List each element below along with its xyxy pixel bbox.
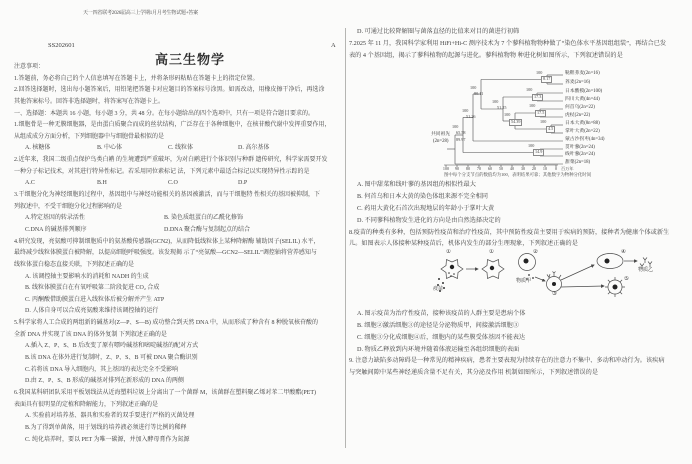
figure-label: 鞑靼荞麦(2n=16) [565,71,600,77]
text-line: 9. 注意力缺陷多动障碍是一种常见的精神疾病，患者主要表现为持续存在的注意力不集中、多动和冲动行为。该疾病 [349,357,665,365]
right-column-part2 [349,179,691,250]
doc-title: 高三生物学 [154,52,225,67]
figure-label: 54.39 [511,119,521,125]
text-line: A. 该调控轴主要影响水的消耗和 NADH 的生成 [25,273,149,280]
text-line: 一、选择题：本题共 16 小题，每小题 3 分，共 48 分。在每小题给出的四个选项中，只有一项是符合题目要求的。 [14,110,315,117]
text-line: C. 药用大黄化石首次出现地层的年龄小于掌叶大黄 [357,204,495,212]
text-line [14,143,336,155]
figure-label: ③ [552,291,557,298]
text-line: 儿。如图表示人体接种某种疫苗后，机体内发生的部分生理现象，下列叙述正确的是 [349,240,578,248]
option-text: C.DNA 的碱基排列顺序 [25,226,87,233]
text-line: A. 实验前对培养基、器具和实验者的双手要进行严格的灭菌处理 [25,413,195,420]
figure-label: 60 [487,166,493,172]
figure-label: 51.25 [497,105,507,111]
text-line: B. 细胞②激活细胞③的途径是分泌物质甲，间接激活细胞③ [357,321,519,329]
figure-label: 4.5 [548,126,554,132]
option-text: D.P [238,180,248,187]
figure-label: 100 [528,143,535,149]
text-line: 一种分子标记技术，对其进行特异性标记。若采用同位素标记 法，下列元素中最适合标记以实现特异性示踪的是 [14,168,310,175]
option-text: D.DNA 聚合酶与复制起点的结合 [164,226,251,233]
text-line: 8.疫苗的种类有多种，包括预防性疫苗和治疗性疫苗，其中预防性疫苗主要用于疾病的预防，接种者为健康个体或新生 [349,228,670,236]
figure-label: 图中每个分支节点的数值均为100，表明结果可靠；其他数字为物种分化时间 [444,172,592,178]
option-text: C. 线粒体 [168,145,194,152]
figure-label: 四川大黄(4n=44) [565,97,600,103]
text-line: 线粒体蛋白稳态直接关联，下列叙述正确的是 [14,261,135,268]
option-text: D. 高尔基体 [238,145,270,152]
text-line [14,213,336,225]
column-divider [345,28,346,448]
text-line: 表的 4 个基因组，揭示了蓼科植物的起源与进化。蓼科植物物 种进化树如图所示，下列叙述错误的是 [349,51,623,59]
text-line: 注意事项： [14,64,45,70]
figure-label: 30 [520,166,526,172]
figure-label: 100 [442,166,450,172]
text-line: 1.答题前，务必将自己的个人信息填写在答题卡上，并将条形码粘贴在答题卡上的指定位置。 [14,75,259,82]
figure-label: 100 [529,103,536,109]
text-line: 列叙述中，不受干细胞分化过程影响的是 [14,203,123,210]
text-line: D. 人体自身可以合成亮氨酸来维持该调控轴的运行 [25,308,159,315]
figure-label: 日本酸模(2n=100) [565,89,603,95]
text-line: C.若将该 DNA 导入细胞内，其上基因的表达完全不受影响 [25,366,179,373]
figure-label: 100 [470,85,477,91]
text-line: D.由 Z、P、S、B 形成的碱基对排列在新形成的 DNA 的两侧 [25,378,184,385]
right-column-part3 [349,308,691,379]
figure-label: 荞麦(2n=16) [565,80,591,86]
figure-label: 100 [462,108,469,114]
text-line: 从组成成分方面分析，下列细胞器中与细胞骨最相似的是 [14,133,165,140]
text-line: D. 可通过比较降解圈与菌落直径的比值来对目的菌进行初筛 [357,28,520,35]
figure-label: 10 [542,166,548,172]
text-line: 1.细胞骨是一种无膜细胞器，是由蛋白质聚合而成的丝状结构，广泛存在于各种细胞中，在核苷酸代谢中发挥重要作用， [14,122,331,129]
text-line: D. 物质乙释放到内环境并随着体液运输至各组织细胞的表面 [357,345,520,353]
text-line: 表面具有很明显的定植和降解能力，下列叙述正确的是 [14,401,159,408]
text-line [14,178,336,190]
text-line [14,225,336,237]
figure-label: 物质甲 [516,279,532,285]
left-column [14,62,336,446]
text-line: 2.近年来，我国二级重点保护鸟类白鹇 的生境遭到严重破坏，为对白鹇进行个体识别与种群 遗传研究，科学家需要开发 [14,157,328,164]
text-line: A. 图示疫苗为治疗性疫苗，接种该疫苗的人群主要是患病个体 [357,310,526,318]
figure-label: 100 [536,70,543,76]
figure-label: 日本大黄(8n=88) [565,121,600,127]
figure-label: 14.9 [535,149,543,155]
figure-label: 100 [504,112,511,118]
figure-label: 17.3 [534,94,542,100]
option-text: A.C [25,180,35,187]
figure-label: 100 [526,87,533,93]
text-line: B.该 DNA 在体外进行复制时，Z、P、S、B 可被 DNA 聚合酶识别 [25,355,198,362]
figure-label: 物质乙 [638,268,654,274]
text-line: D. 不同蓼科植物发生进化的方向是由自然选择决定的 [357,216,501,224]
right-column-part1 [349,26,691,61]
figure-label: ④ [621,249,626,256]
figure-label: 100 [540,119,547,125]
figure-label: 0 [554,166,558,172]
figure-label: ① [489,249,494,256]
figure-label: 甜菜(2n=18) [565,160,591,166]
immune-response-figure [349,250,691,308]
doc-code: SS202601 [48,42,75,49]
text-line: B. 何首乌和日本大黄的染色体组来源不完全相同 [357,193,488,201]
page-header-title: 天一四省联考2026届高三上学期1月月考生物试题+答案 [83,11,198,16]
text-line: A.插入 Z、P、S、B 后改变了原有嘌呤碱基和嘧啶碱基的配对方式 [25,343,199,350]
option-text: B.H [97,180,107,187]
text-line: C. 丙酮酸借助膜蛋白进入线粒体后被分解并产生 ATP [25,296,165,303]
text-line: B. 线粒体膜蛋白在有氧呼吸第二阶段促进 CO₂ 合成 [25,285,160,292]
figure-label: 何首乌(2n=22) [565,105,595,111]
text-line: C. 细胞③分化成细胞④后，细胞内的某些膜受体基因不能表达 [357,333,526,341]
figure-label: (2n=28) [433,139,449,145]
text-line: 2.回答选择题时，选出每小题答案后，用铅笔把答题卡对应题目的答案标号涂黑。如需改动，用橡皮擦干净后，再选涂 [14,87,325,94]
text-line: 与突触间隙中某些神经递质含量不足有关，其分泌及作用 机制如图所示，下列叙述错误的是 [349,369,599,377]
page-corner-letter: A [331,42,336,49]
option-text: A. 核糖体 [25,145,51,152]
text-line: 7.2025 年 11 月，我国科学家利用 HiFi+Hi-C 测序技术为 7 个蓼科植物物种做了“染色体水平基因组组装”，再结合已发 [349,39,667,47]
figure-label: 疫苗 [433,287,444,293]
figure-label: 50 [498,166,504,172]
figure-label: 20 [531,166,537,172]
right-column [349,26,691,379]
figure-label: 80.11 [474,91,484,97]
figure-label: 80 [465,166,471,172]
option-text: C.O [168,180,178,187]
figure-label: ⑤ [624,276,629,283]
option-text: A.特定基因的转录活性 [25,215,85,222]
figure-label: 70 [476,166,482,172]
text-line: 3.干细胞分化为神经细胞的过程中，基因组中与神经功能相关的基因被激活，而与干细胞特 性相关的基因被抑制，下 [14,192,321,199]
option-text: B. 染色质组蛋白的乙酰化修饰 [164,215,244,222]
figure-label: 共同祖先 [431,132,451,138]
figure-label: ② [533,249,538,256]
figure-label: 40 [509,166,515,172]
plasma-cell-icon [597,254,623,269]
text-line: 6.我国某科研团队采用平板划线法从近海塑料垃圾上分离出了一个菌群 M，该菌群在塑料聚乙烯对苯二甲酸酯(PET) [14,389,317,396]
figure-label: 虎杖(2n=22) [565,113,591,119]
figure-label: 8.17 [543,76,551,82]
option-text: B. 中心体 [97,145,123,152]
figure-label: 51.26 [466,114,476,120]
phylogenetic-tree-figure [349,61,691,179]
figure-label: 百万年 [561,166,574,172]
figure-label: 贯叶蓼(2n=24) [565,145,595,151]
figure-label: 100 [492,99,499,105]
figure-label: 89.97 [456,137,466,143]
figure-label: 100 [452,124,459,130]
text-line: A. 图中甜菜和线叶蓼的基因组的相似性最大 [357,181,476,189]
figure-label: ① [446,249,451,256]
figure-label: 掌叶大黄(2n=22) [565,129,600,135]
text-line: 4.研究发现，亮氨酸可抑制细胞质中的氨基酸传感器(GCN2)，从而降低线粒体上某种降解酶 辅助因子(SELIL) 水平， [14,238,320,245]
text-line: 全新 DNA 并实现了该 DNA 的体外复制 下列叙述正确的是 [14,331,167,338]
text-line: C. 纯化培养时，要以 PET 为唯一碳源，并加入酵母膏作为氮源 [25,436,190,443]
text-line: 最终减少线粒体膜蛋白被降解，以提高细胞呼吸强度。该发现揭 示了“亮氨酸—GCN2—SELIL”调控轴将营养感知与 [14,250,317,257]
figure-label: 90 [454,166,460,172]
text-line: 其他答案标号。回答非选择题时，将答案写在答题卡上。 [14,98,165,105]
text-line: B.为了得到单菌落，用于划线的培养液必须进行等比例的稀释 [25,424,187,431]
figure-label: 17.5 [537,110,545,116]
figure-label: 65.58 [456,130,466,136]
figure-label: 蒙古沙拐枣(4n=34) [565,137,605,143]
text-line: 5.科学家将人工合成的两组新的碱基对(Z—P、S—B) 成功整合到天然 DNA 中，从而形成了种含有 8 种脱氧核苷酸的 [14,320,319,327]
figure-label: 线叶蓼(2n=24) [565,152,595,158]
